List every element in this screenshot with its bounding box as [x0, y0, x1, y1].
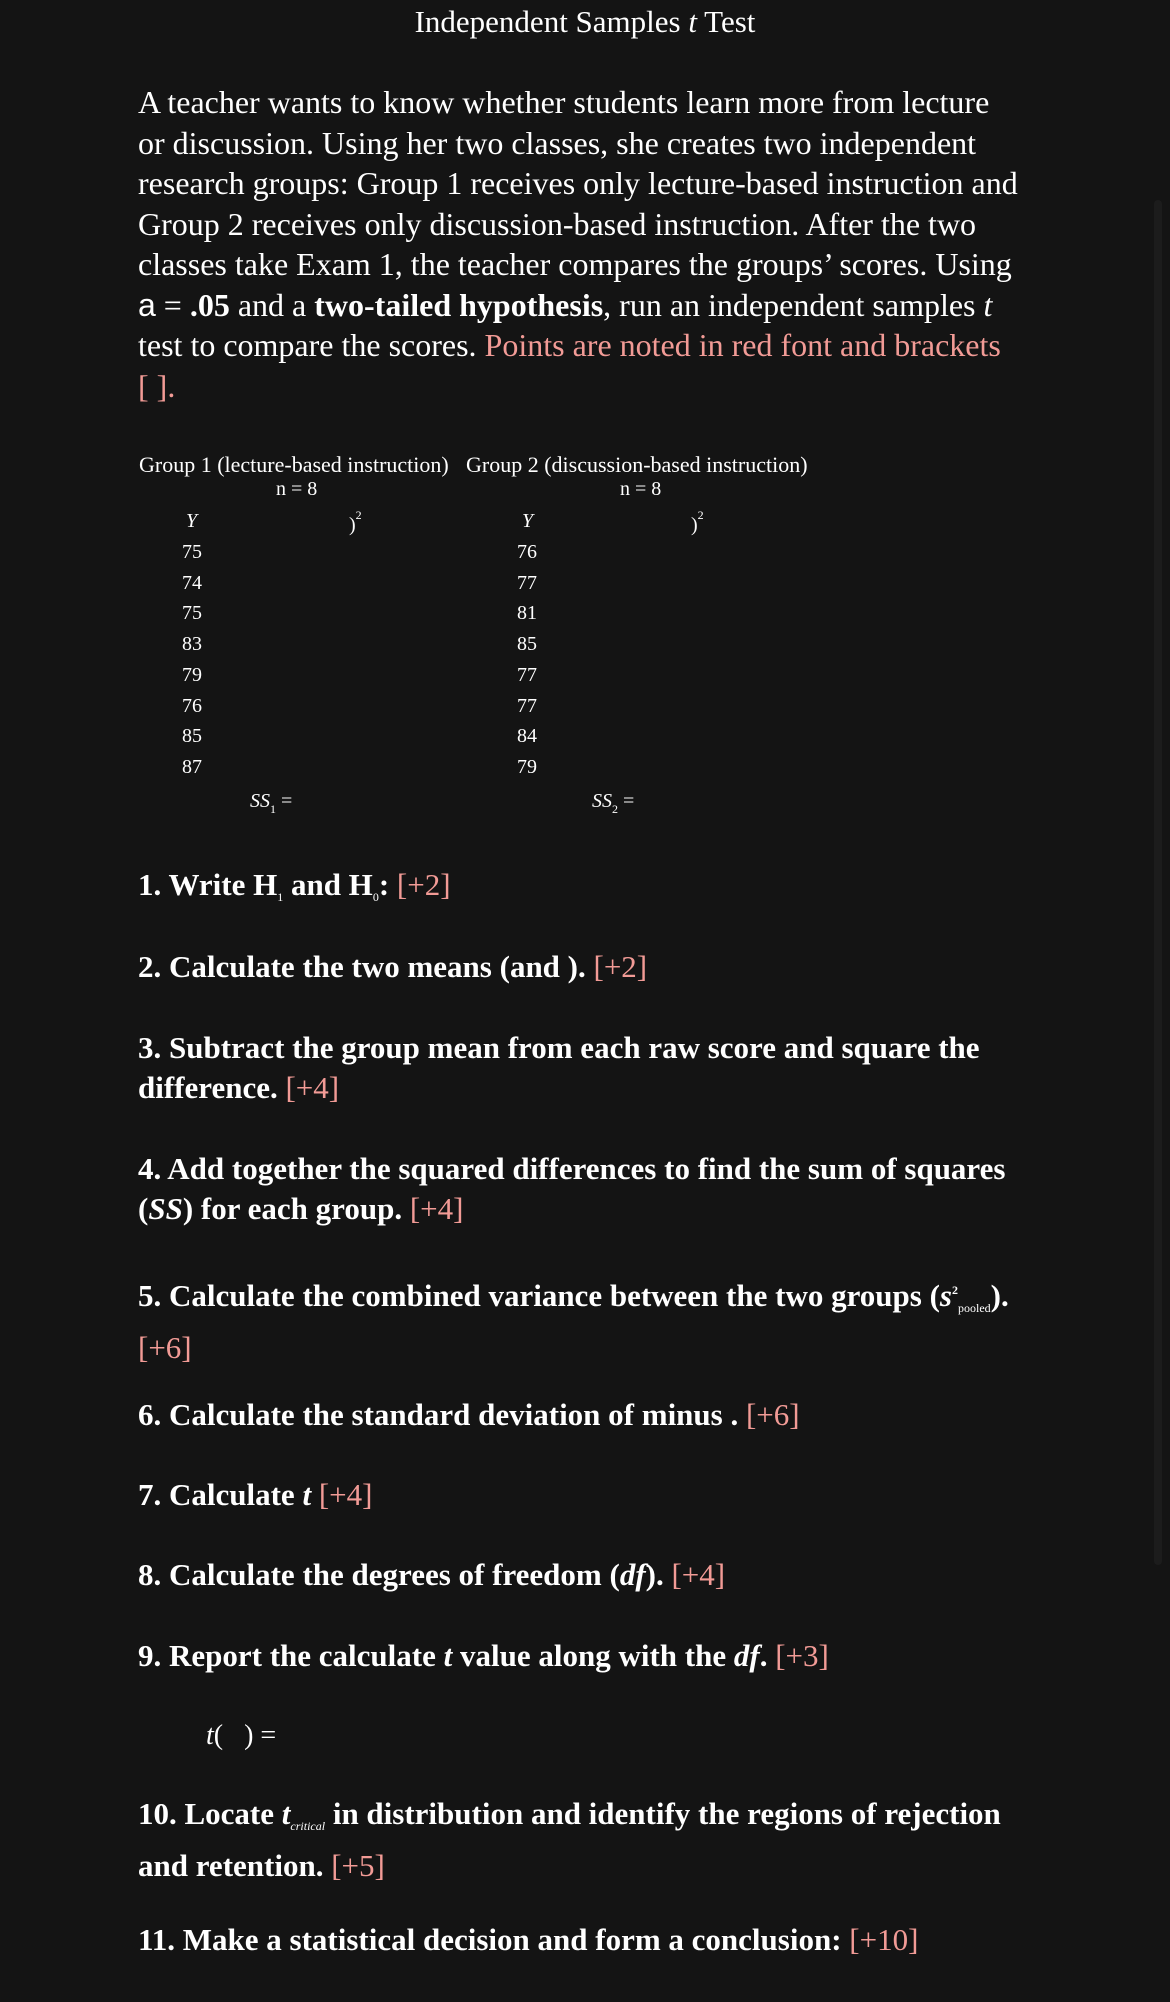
group1-score: 76 — [182, 694, 202, 717]
question-8: 8. Calculate the degrees of freedom (df). [+4] — [138, 1557, 726, 1592]
question-3: 3. Subtract the group mean from each raw score and square the difference. [+4] — [138, 1030, 980, 1105]
group2-squared-label: )$^2$ — [691, 508, 704, 536]
group1-y-label: Y — [186, 510, 198, 532]
group2-n: n = 8 — [620, 478, 662, 500]
group2-score: 76 — [517, 541, 537, 563]
group2-score: 77 — [517, 571, 537, 594]
group1-score: 79 — [182, 663, 202, 686]
points-note: Points are noted in red font and brackets [ ]. — [138, 327, 1001, 404]
question-1: 1. Write $H_1$ and $H_0$: [+2] — [138, 867, 451, 904]
scrollbar[interactable] — [1154, 200, 1162, 1565]
question-11: 11. Make a statistical decision and form a conclusion: [+10] — [138, 1922, 919, 1957]
group1-score: 83 — [182, 633, 202, 656]
page-title: Independent Samples t Test — [414, 4, 756, 39]
question-9: 9. Report the calculate t value along with the df. [+3] — [138, 1638, 829, 1673]
question-6: 6. Calculate the standard deviation of minus . [+6] — [138, 1397, 800, 1432]
group1-score: 75 — [182, 602, 202, 625]
group1-score: 87 — [182, 755, 202, 778]
group1-score: 85 — [182, 725, 202, 748]
ss1-label: $SS_1$ = — [250, 790, 293, 816]
problem-statement: A teacher wants to know whether students learn more from lecture or discussion. Using her two classes, she creates two independent research groups: Group 1 receives only lecture-based instruction and Group 2 receives only discussion-based instruction. After the two classes take Exam 1, the teacher compares the groups’ scores. Using a = .05 and a two-tailed hypothesis, run an independent samples t test to compare the scores. Points are noted in red font and brackets [ ]. — [138, 84, 1018, 404]
group2-y-label: Y — [522, 510, 534, 532]
group2-header: Group 2 (discussion-based instruction) — [466, 452, 808, 477]
group1-n: n = 8 — [276, 478, 318, 500]
group2-score: 81 — [517, 602, 537, 625]
alpha-symbol: a — [138, 286, 156, 323]
group1-score: 74 — [182, 571, 202, 594]
group2-score: 77 — [517, 694, 537, 717]
question-4: 4. Add together the squared differences to find the sum of squares (SS) for each group. [+4] — [138, 1151, 1006, 1226]
question-7: 7. Calculate t [+4] — [138, 1477, 373, 1512]
question-10: 10. Locate $t_{critical}$ in distribution and identify the regions of rejection and retention. [+5] — [138, 1796, 1001, 1883]
group2-score: 77 — [517, 663, 537, 686]
t-report-line: t( ) = — [206, 1720, 277, 1751]
group2-score: 79 — [517, 755, 537, 778]
group2-score: 85 — [517, 633, 537, 656]
ss2-label: $SS_2$ = — [592, 790, 635, 816]
group1-score: 75 — [182, 541, 202, 563]
group1-header: Group 1 (lecture-based instruction) — [139, 452, 449, 477]
group2-score: 84 — [517, 725, 537, 748]
group1-squared-label: )$^2$ — [349, 508, 362, 536]
question-5: 5. Calculate the combined variance between the two groups $(s^2_{pooled})$. [+6] — [138, 1278, 1009, 1365]
question-2: 2. Calculate the two means (and ). [+2] — [138, 949, 648, 984]
